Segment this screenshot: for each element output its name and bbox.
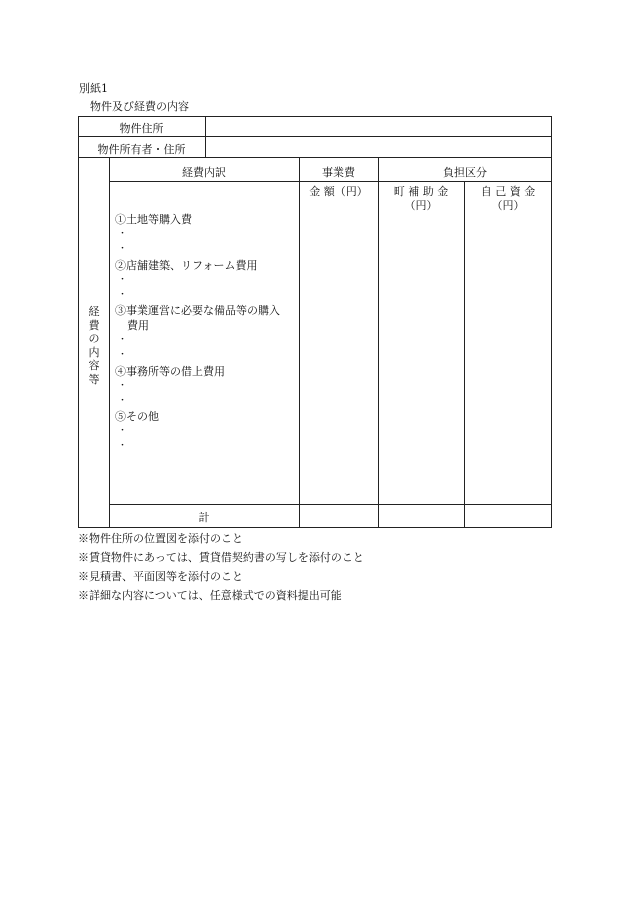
total-own-funds-cell[interactable]	[466, 506, 550, 526]
item-bullet: ・	[118, 335, 128, 345]
item-bullet: ・	[118, 290, 128, 300]
total-label: 計	[198, 511, 210, 524]
row-group-label	[87, 305, 101, 387]
col-project-cost-header: 事業費	[322, 166, 355, 179]
property-address-label: 物件住所	[119, 122, 164, 135]
item-bullet: ・	[118, 275, 128, 285]
col-breakdown-header: 経費内訳	[182, 166, 226, 179]
col-divider	[299, 157, 300, 528]
doc-label: 別紙1	[79, 82, 108, 95]
col-divider	[464, 181, 465, 528]
note-free-format: ※詳細な内容については、任意様式での資料提出可能	[78, 589, 342, 602]
town-subsidy-unit: （円）	[404, 199, 438, 212]
amount-cell[interactable]	[301, 212, 377, 502]
owner-address-field[interactable]	[207, 139, 550, 156]
item-store-construction: ②店舗建築、リフォーム費用	[115, 259, 258, 272]
row-divider	[109, 181, 552, 182]
town-subsidy-cell[interactable]	[380, 212, 463, 502]
own-funds-subheader: 自 己 資 金	[480, 185, 536, 198]
item-bullet: ・	[118, 396, 128, 406]
item-other: ⑤その他	[115, 410, 159, 423]
item-bullet: ・	[118, 441, 128, 451]
item-equipment-purchase: ③事業運営に必要な備品等の購入	[115, 304, 280, 317]
note-lease-contract: ※賃貸物件にあっては、賃貸借契約書の写しを添付のこと	[78, 551, 364, 564]
item-bullet: ・	[118, 381, 128, 391]
item-bullet: ・	[118, 350, 128, 360]
col-divider	[109, 157, 110, 528]
item-land-purchase: ①土地等購入費	[115, 213, 192, 226]
doc-title: 物件及び経費の内容	[90, 100, 189, 113]
amount-subheader: 金 額（円）	[309, 185, 368, 198]
item-bullet: ・	[118, 244, 128, 254]
row-group-label-text: 経費の内容等	[88, 305, 100, 386]
note-estimate-floorplan: ※見積書、平面図等を添付のこと	[78, 570, 243, 583]
col-burden-header: 負担区分	[443, 166, 487, 179]
owner-address-label: 物件所有者・住所	[97, 143, 186, 156]
town-subsidy-subheader: 町 補 助 金	[393, 185, 449, 198]
row-divider	[78, 136, 552, 137]
property-address-field[interactable]	[207, 118, 550, 135]
own-funds-unit: （円）	[491, 199, 525, 212]
item-bullet: ・	[118, 229, 128, 239]
total-amount-cell[interactable]	[301, 506, 377, 526]
own-funds-cell[interactable]	[466, 212, 550, 502]
note-location-map: ※物件住所の位置図を添付のこと	[78, 532, 243, 545]
item-bullet: ・	[118, 426, 128, 436]
row-divider	[109, 504, 552, 505]
row-divider	[78, 157, 552, 158]
item-office-rent: ④事務所等の借上費用	[115, 365, 225, 378]
col-divider	[205, 116, 206, 157]
total-town-subsidy-cell[interactable]	[380, 506, 463, 526]
item-equipment-purchase-cont: 費用	[127, 319, 149, 332]
